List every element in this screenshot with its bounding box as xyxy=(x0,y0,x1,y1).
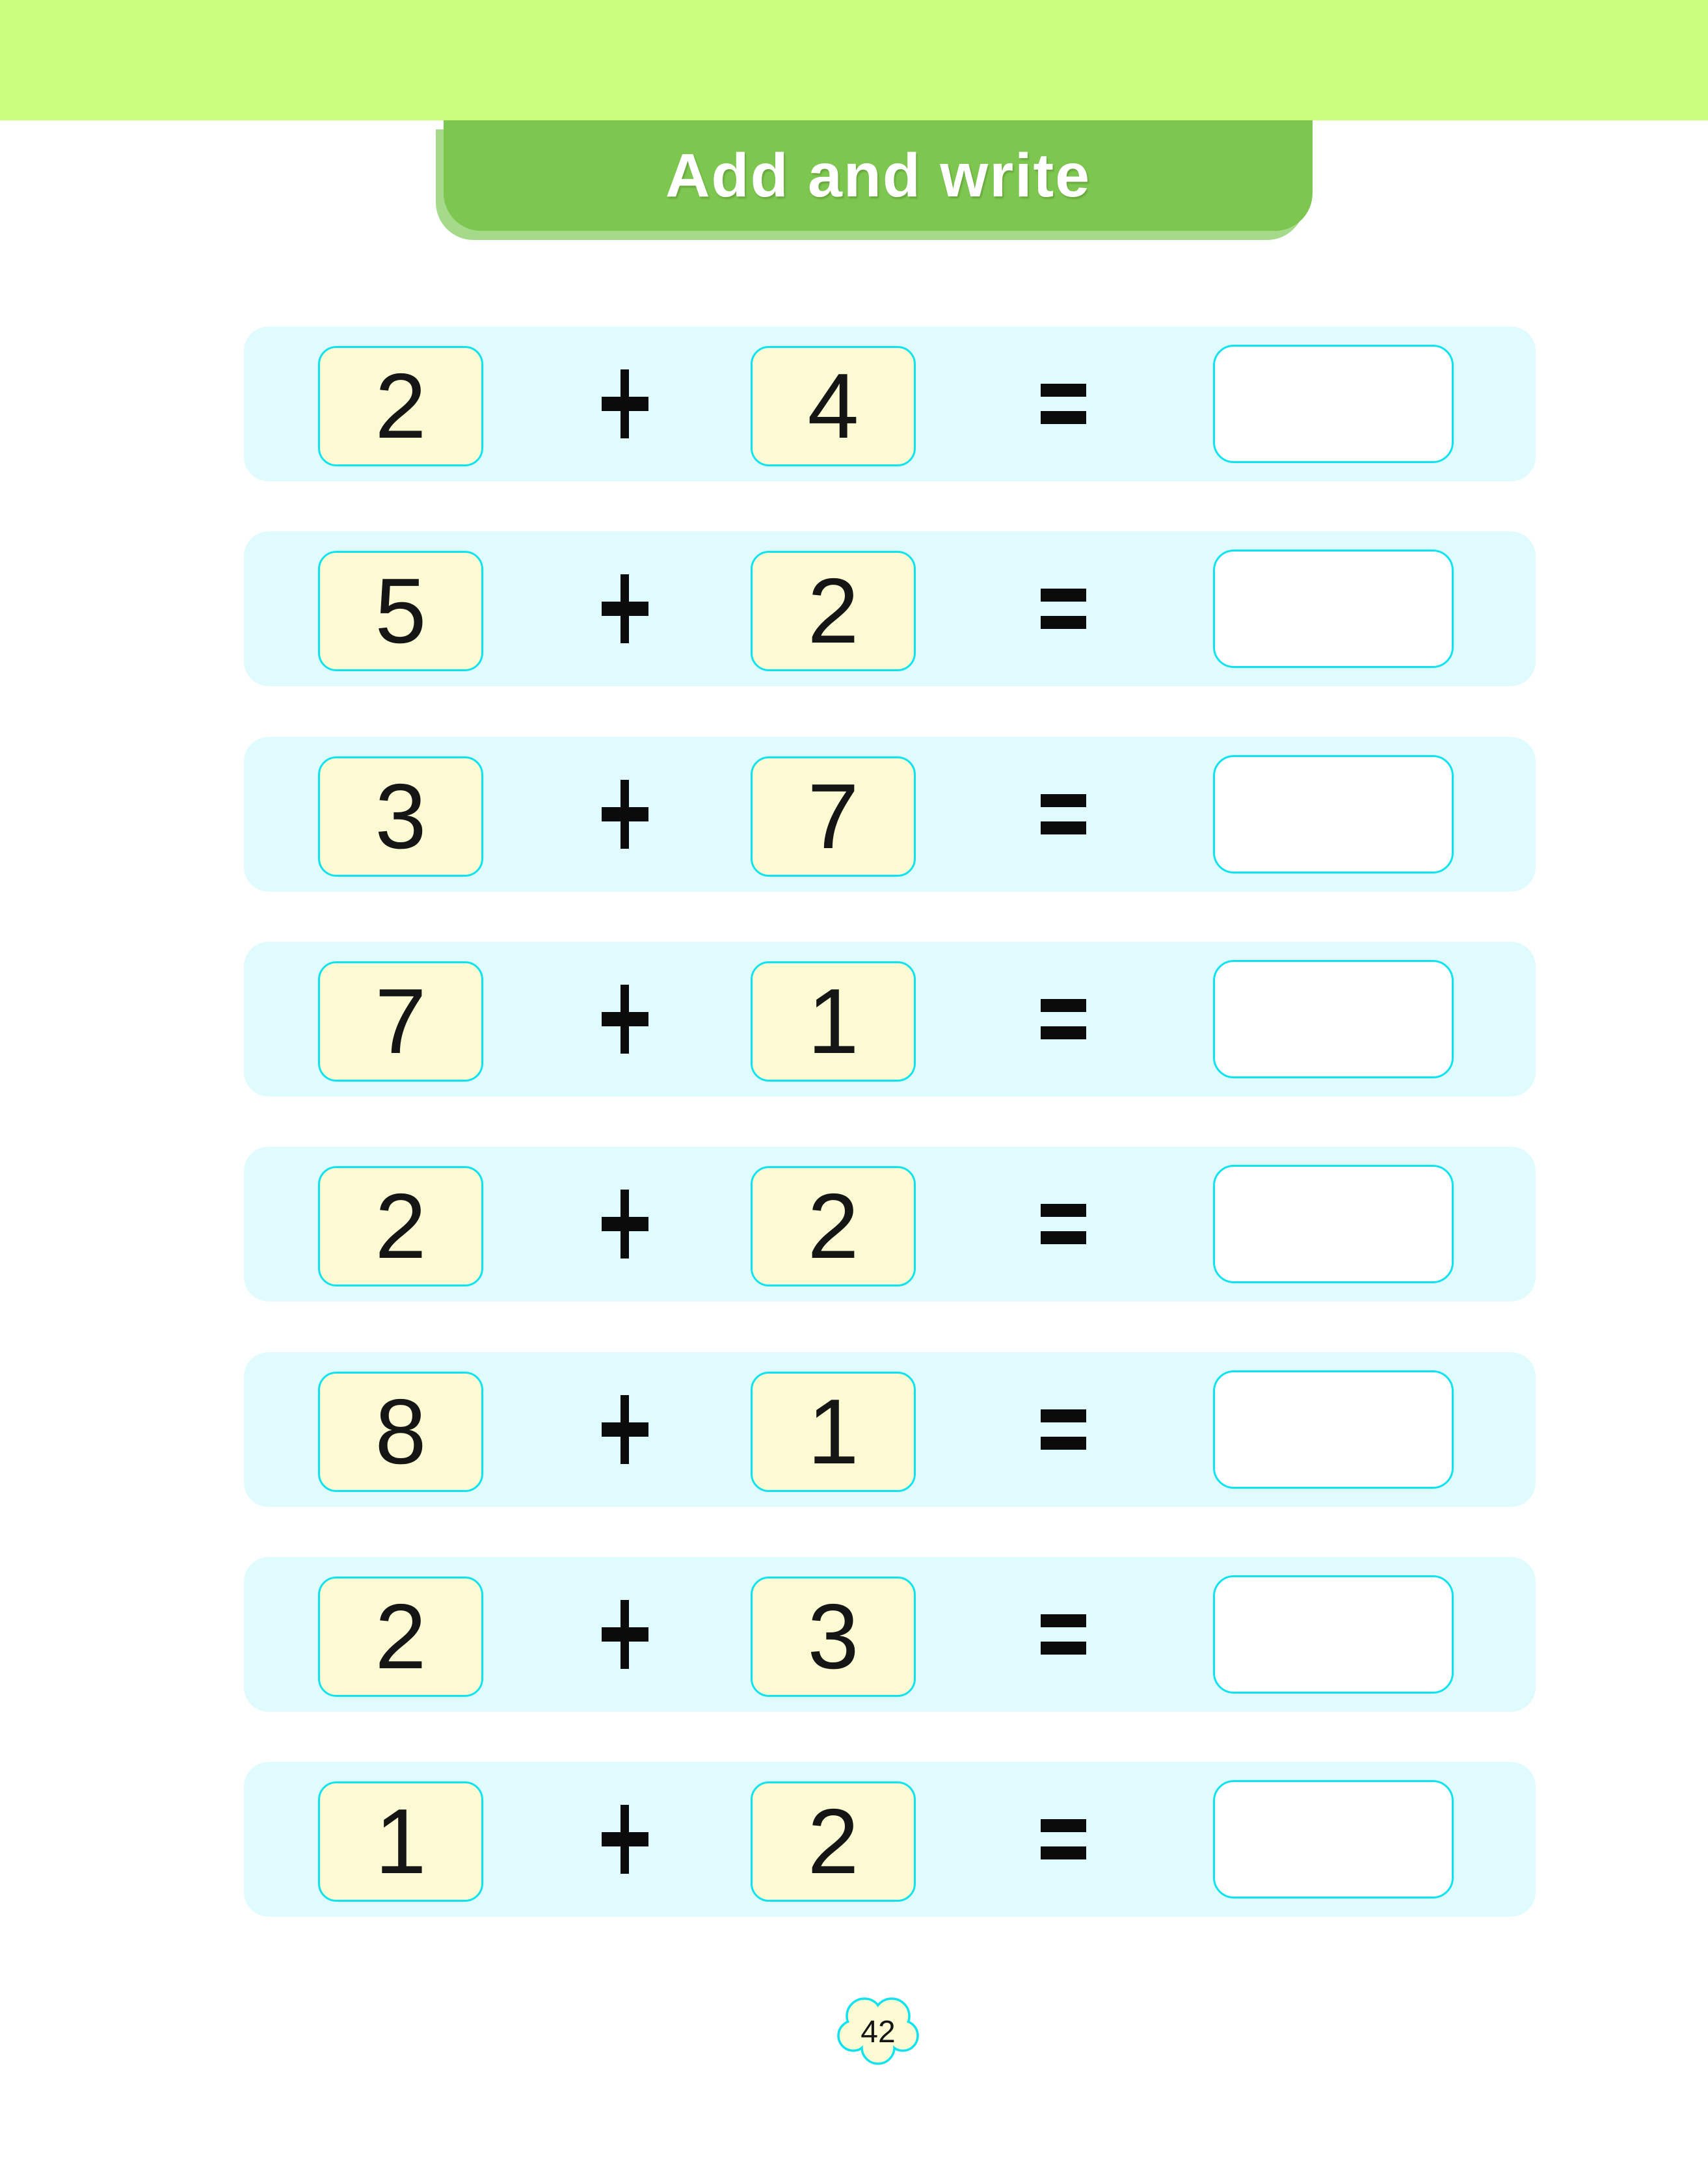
operand-box-second xyxy=(751,1577,916,1697)
answer-box[interactable] xyxy=(1213,1780,1454,1898)
problem-row xyxy=(244,1352,1536,1507)
plus-icon xyxy=(602,369,648,438)
operand-box-first xyxy=(318,1577,483,1697)
answer-box[interactable] xyxy=(1213,550,1454,668)
operand-value: 1 xyxy=(807,1379,859,1484)
operand-box-second xyxy=(751,346,916,466)
operand-value: 2 xyxy=(375,1174,427,1278)
plus-icon xyxy=(602,574,648,643)
operand-value: 3 xyxy=(375,764,427,868)
equals-icon xyxy=(1041,589,1086,629)
operand-value: 2 xyxy=(807,559,859,663)
operand-value: 1 xyxy=(807,969,859,1073)
page-number: 42 xyxy=(861,2015,896,2049)
operand-box-first xyxy=(318,346,483,466)
problem-row xyxy=(244,1147,1536,1301)
operand-value: 7 xyxy=(807,764,859,868)
answer-box[interactable] xyxy=(1213,960,1454,1078)
operand-box-second xyxy=(751,1372,916,1492)
plus-icon xyxy=(602,985,648,1054)
operand-box-second xyxy=(751,756,916,877)
operand-value: 2 xyxy=(807,1174,859,1278)
operand-value: 2 xyxy=(807,1789,859,1893)
operand-box-first xyxy=(318,551,483,671)
equals-icon xyxy=(1041,1409,1086,1450)
operand-value: 1 xyxy=(375,1789,427,1893)
problem-row xyxy=(244,942,1536,1097)
plus-icon xyxy=(602,1395,648,1464)
problem-row xyxy=(244,531,1536,686)
operand-value: 5 xyxy=(375,559,427,663)
page-number-flower-icon xyxy=(834,1993,922,2066)
equals-icon xyxy=(1041,794,1086,834)
header-band xyxy=(0,0,1708,120)
plus-icon xyxy=(602,1190,648,1259)
operand-box-first xyxy=(318,961,483,1082)
equals-icon xyxy=(1041,384,1086,424)
answer-box[interactable] xyxy=(1213,1165,1454,1283)
operand-box-second xyxy=(751,1166,916,1286)
operand-value: 3 xyxy=(807,1584,859,1688)
equals-icon xyxy=(1041,1614,1086,1655)
answer-box[interactable] xyxy=(1213,1575,1454,1694)
operand-box-first xyxy=(318,756,483,877)
plus-icon xyxy=(602,1600,648,1669)
operand-box-first xyxy=(318,1372,483,1492)
answer-box[interactable] xyxy=(1213,345,1454,463)
page-title: Add and write xyxy=(665,140,1091,210)
operand-box-first xyxy=(318,1781,483,1902)
equals-icon xyxy=(1041,1819,1086,1859)
operand-box-second xyxy=(751,551,916,671)
equals-icon xyxy=(1041,999,1086,1039)
problem-row xyxy=(244,1557,1536,1712)
operand-box-second xyxy=(751,961,916,1082)
operand-value: 2 xyxy=(375,1584,427,1688)
problem-row xyxy=(244,326,1536,481)
answer-box[interactable] xyxy=(1213,755,1454,873)
operand-value: 7 xyxy=(375,969,427,1073)
answer-box[interactable] xyxy=(1213,1370,1454,1489)
operand-value: 2 xyxy=(375,354,427,458)
operand-value: 4 xyxy=(807,354,859,458)
equals-icon xyxy=(1041,1204,1086,1244)
problem-row xyxy=(244,1762,1536,1917)
plus-icon xyxy=(602,1805,648,1874)
problem-row xyxy=(244,737,1536,892)
operand-box-first xyxy=(318,1166,483,1286)
plus-icon xyxy=(602,780,648,849)
operand-value: 8 xyxy=(375,1379,427,1484)
operand-box-second xyxy=(751,1781,916,1902)
title-tab xyxy=(444,120,1313,231)
